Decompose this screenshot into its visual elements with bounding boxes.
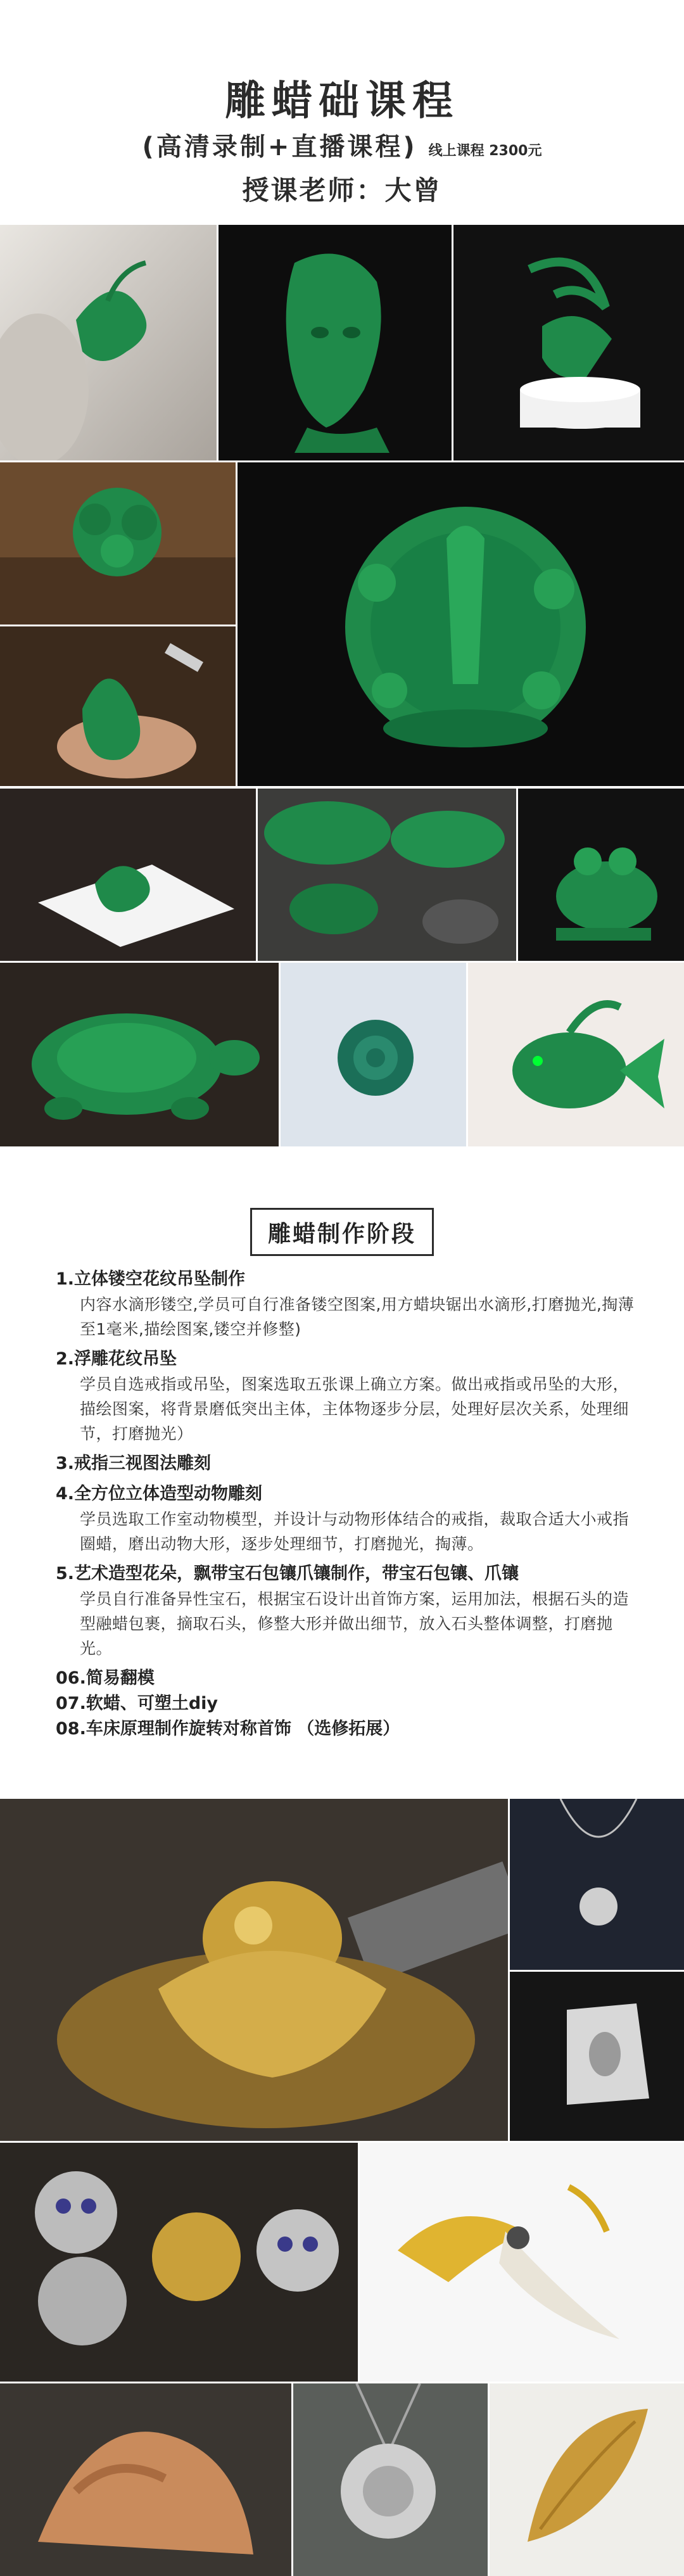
photo-green-rabbit-carving bbox=[0, 626, 236, 786]
photo-gold-feather-brooch bbox=[360, 2143, 684, 2382]
price-note: 线上课程 2300元 bbox=[428, 143, 542, 159]
photo-green-turtle bbox=[0, 963, 279, 1146]
photo-green-fish bbox=[468, 963, 684, 1146]
course-subtitle: (高清录制+直播课程) bbox=[142, 132, 417, 162]
stage-heading: 4.全方位立体造型动物雕刻 bbox=[56, 1484, 263, 1504]
stage-description: 内容水滴形镂空,学员可自行准备镂空图案,用方蜡块锯出水滴形,打磨抛光,掏薄至1毫米,描绘图案,镂空并修整) bbox=[80, 1295, 635, 1338]
photo-gold-octopus-ring bbox=[0, 1799, 508, 2141]
photo-green-flower-ring bbox=[0, 462, 236, 625]
stage-heading: 1.立体镂空花纹吊坠制作 bbox=[56, 1269, 246, 1289]
stage-heading: 06.简易翻模 bbox=[56, 1668, 155, 1688]
stage-heading: 07.软蜡、可塑土diy bbox=[56, 1694, 218, 1713]
stage-description: 学员自行准备异性宝石，根据宝石设计出首饰方案，运用加法，根据石头的造型融蜡包裹，摘取石头，修整大形并做出细节，放入石头整体调整，打磨抛光。 bbox=[80, 1590, 630, 1658]
stage-description: 学员选取工作室动物模型，并设计与动物形体结合的戒指，裁取合适大小戒指圈蜡，磨出动物大形，逐步处理细节，打磨抛光，掏薄。 bbox=[80, 1510, 630, 1553]
photo-green-ring-on-pillow bbox=[0, 789, 256, 961]
stages-list bbox=[56, 1267, 645, 1742]
photo-green-ibex-on-stand bbox=[453, 225, 684, 460]
course-header bbox=[0, 0, 684, 219]
photo-silver-pendant-necklace bbox=[510, 1799, 684, 1970]
section-title-box bbox=[250, 1208, 434, 1256]
teacher-label: 授课老师：大曾 bbox=[242, 175, 442, 206]
stage-heading: 08.车床原理制作旋转对称首饰 （选修拓展） bbox=[56, 1719, 400, 1739]
photo-silver-face-relief bbox=[510, 1972, 684, 2141]
stage-heading: 5.艺术造型花朵，飘带宝石包镶爪镶制作，带宝石包镶、爪镶 bbox=[56, 1564, 519, 1583]
photo-green-frog bbox=[518, 789, 684, 961]
photo-skull-rings bbox=[0, 2143, 358, 2382]
photo-green-bird-on-sculpture bbox=[0, 225, 217, 460]
photo-rose-gold-hand-ring bbox=[0, 2383, 291, 2576]
photo-green-mask-face bbox=[218, 225, 452, 460]
photo-green-snail-ring bbox=[281, 963, 466, 1146]
photo-green-goddess-lotus-pendant bbox=[238, 462, 684, 786]
photo-green-leaf-carvings bbox=[258, 789, 516, 961]
section-title: 雕蜡制作阶段 bbox=[267, 1221, 416, 1247]
stage-heading: 2.浮雕花纹吊坠 bbox=[56, 1349, 177, 1369]
course-subtitle-line bbox=[0, 127, 684, 163]
stage-description: 学员自选戒指或吊坠，图案选取五张课上确立方案。做出戒指或吊坠的大形，描绘图案，将背景磨低突出主体，主体物逐步分层，处理好层次关系，处理细节，打磨抛光） bbox=[80, 1375, 630, 1443]
stage-heading: 3.戒指三视图法雕刻 bbox=[56, 1454, 212, 1473]
course-title: 雕蜡础课程 bbox=[225, 78, 459, 125]
photo-silver-flower-pendant bbox=[293, 2383, 488, 2576]
photo-gold-leaf-brooch bbox=[490, 2383, 684, 2576]
